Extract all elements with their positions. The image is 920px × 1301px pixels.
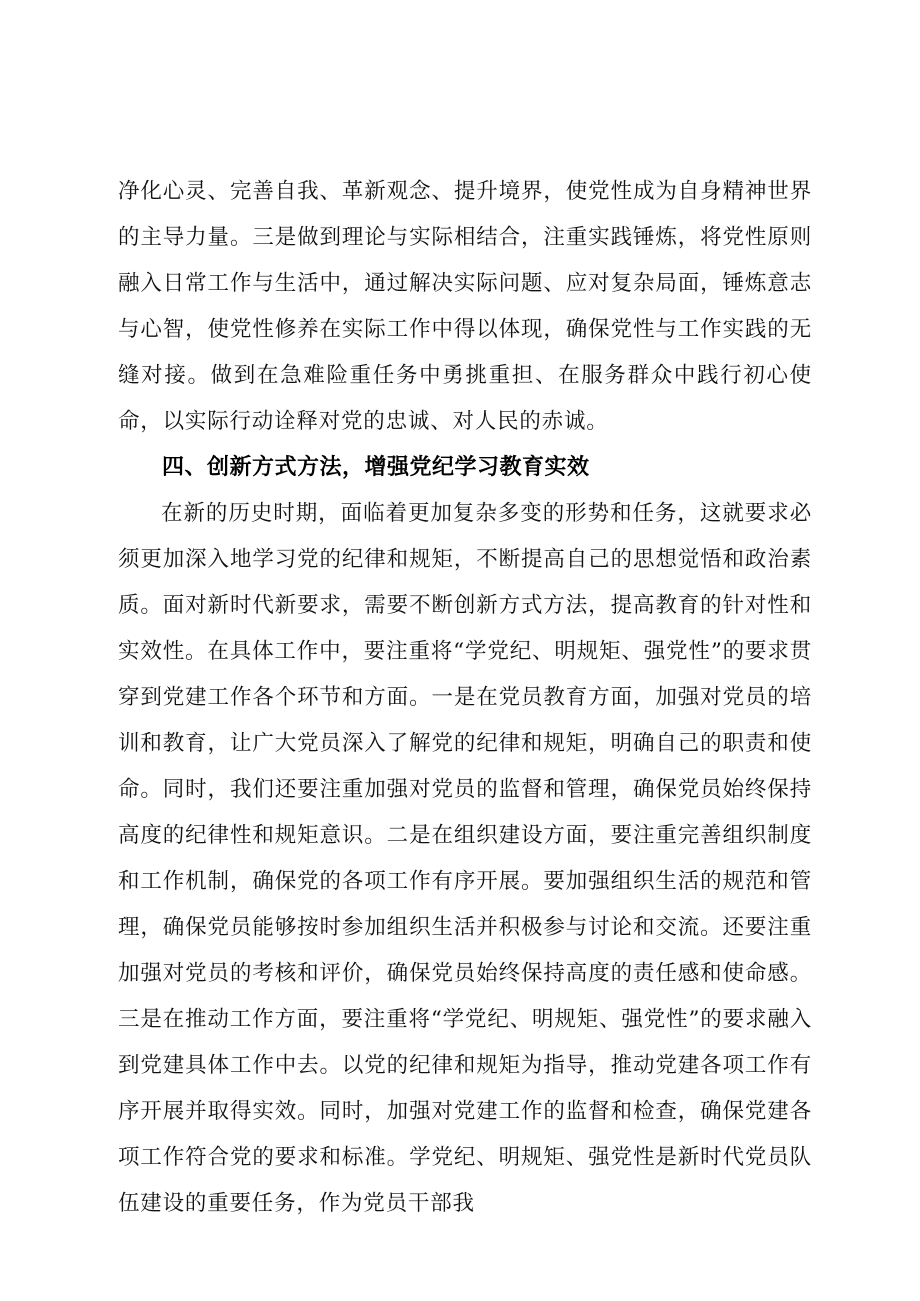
- body-paragraph: 在新的历史时期，面临着更加复杂多变的形势和任务，这就要求必须更加深入地学习党的纪律和规矩，不断提高自己的思想觉悟和政治素质。面对新时代新要求，需要不断创新方式方法，提高教育的针对性和实效性。在具体工作中，要注重将“学党纪、明规矩、强党性”的要求贯穿到党建工作各个环节和方面。一是在党员教育方面，加强对党员的培训和教育，让广大党员深入了解党的纪律和规矩，明确自己的职责和使命。同时，我们还要注重加强对党员的监督和管理，确保党员始终保持高度的纪律性和规矩意识。二是在组织建设方面，要注重完善组织制度和工作机制，确保党的各项工作有序开展。要加强组织生活的规范和管理，确保党员能够按时参加组织生活并积极参与讨论和交流。还要注重加强对党员的考核和评价，确保党员始终保持高度的责任感和使命感。三是在推动工作方面，要注重将“学党纪、明规矩、强党性”的要求融入到党建具体工作中去。以党的纪律和规矩为指导，推动党建各项工作有序开展并取得实效。同时，加强对党建工作的监督和检查，确保党建各项工作符合党的要求和标准。学党纪、明规矩、强党性是新时代党员队伍建设的重要任务，作为党员干部我: [118, 501, 812, 1216]
- body-paragraph-continued: 净化心灵、完善自我、革新观念、提升境界，使党性成为自身精神世界的主导力量。三是做到理论与实际相结合，注重实践锤炼，将党性原则融入日常工作与生活中，通过解决实际问题、应对复杂局面，锤炼意志与心智，使党性修养在实际工作中得以体现，确保党性与工作实践的无缝对接。做到在急难险重任务中勇挑重担、在服务群众中践行初心使命，以实际行动诠释对党的忠诚、对人民的赤诚。: [118, 179, 812, 434]
- document-body: [118, 169, 812, 1227]
- section-heading: 四、创新方式方法，增强党纪学习教育实效: [162, 455, 590, 480]
